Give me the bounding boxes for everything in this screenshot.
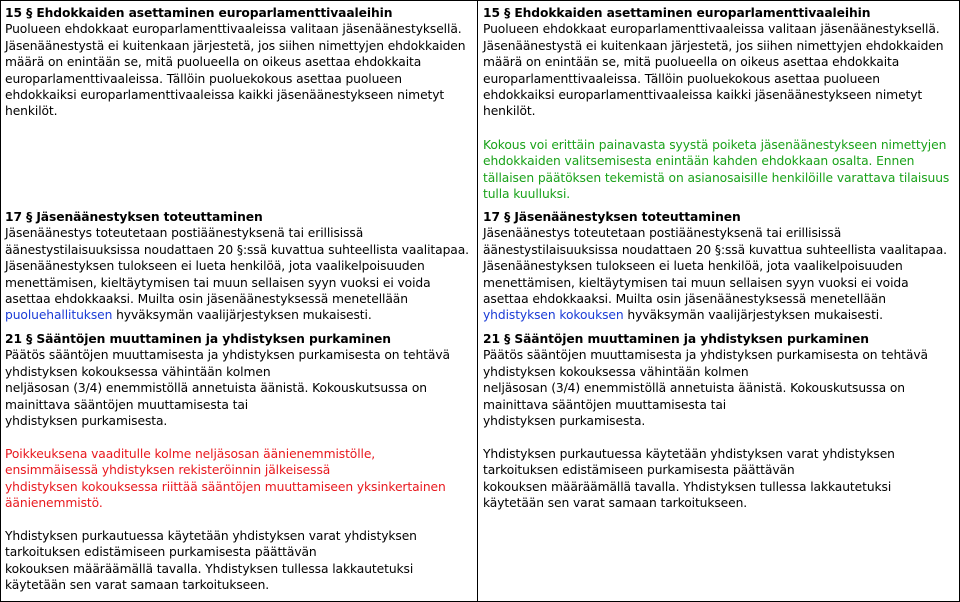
text-fragment: hyväksymän vaalijärjestyksen mukaisesti.: [112, 308, 372, 323]
text-line: Jäsenäänestyksen tulokseen ei lueta henkilöä, jota vaalikelpoisuuden: [483, 259, 903, 274]
text-line: Yhdistyksen purkautuessa käytetään yhdistyksen varat yhdistyksen: [483, 446, 895, 461]
text-line: Jäsenäänestys toteutetaan postiäänestyksenä tai erillisissä: [5, 226, 364, 241]
text-line: Jäsenäänestyksen tulokseen ei lueta henkilöä, jota vaalikelpoisuuden: [5, 259, 425, 274]
text-line: tarkoituksen edistämiseen purkamisesta päättävän: [483, 463, 795, 478]
text-line: neljäsosan (3/4) enemmistöllä annetuista äänistä. Kokouskutsussa on: [5, 381, 427, 396]
text-line: [5, 307, 473, 323]
text-line: [483, 307, 955, 323]
left-section-17: [5, 209, 473, 324]
text-line: tarkoituksen edistämiseen purkamisesta päättävän: [5, 545, 317, 560]
text-line: yhdistyksen purkamisesta.: [483, 414, 646, 429]
section-heading: 17 § Jäsenäänestyksen toteuttaminen: [5, 210, 263, 224]
text-line: menettämisen, kieltäytymisen tai muun sellaisen syyn vuoksi ei voida: [483, 275, 909, 290]
deleted-text-line: äänienemmistö.: [5, 496, 103, 511]
text-line: yhdistyksen kokouksessa vähintään kolmen: [5, 364, 271, 379]
text-line: Jäsenäänestystä ei kuitenkaan järjestetä, jos siihen nimettyjen ehdokkaiden: [5, 38, 466, 53]
text-line: käytetään sen varat samaan tarkoitukseen.: [483, 496, 748, 511]
text-line: henkilöt.: [483, 104, 536, 119]
text-fragment: hyväksymän vaalijärjestyksen mukaisesti.: [623, 308, 883, 323]
text-line: Jäsenäänestys toteutetaan postiäänestyksenä tai erillisissä: [483, 226, 842, 241]
text-line: asettaa ehdokkaaksi. Muilta osin jäsenäänestyksessä menetellään: [5, 292, 408, 307]
right-added-paragraph: [483, 137, 955, 203]
text-line: Jäsenäänestystä ei kuitenkaan järjestetä, jos siihen nimettyjen ehdokkaiden: [483, 38, 944, 53]
left-section-21: [5, 331, 473, 593]
text-line: europarlamenttivaaleissa. Tällöin puoluekokous asettaa puolueen: [483, 71, 880, 86]
highlighted-text: yhdistyksen kokouksen: [483, 308, 624, 323]
deleted-text-line: ensimmäisessä yhdistyksen rekisteröinnin jälkeisessä: [5, 463, 331, 478]
right-section-21: [483, 331, 955, 511]
text-line: käytetään sen varat samaan tarkoitukseen.: [5, 578, 270, 593]
deleted-text-line: yhdistyksen kokouksessa riittää sääntöjen muuttamiseen yksinkertainen: [5, 479, 446, 494]
text-line: äänestystilaisuuksissa noudattaen 20 §:ssä kuvattua suhteellista vaalitapaa.: [5, 242, 469, 257]
text-line: ehdokkaiksi europarlamenttivaaleissa kaikki jäsenäänestykseen nimetyt: [483, 88, 923, 103]
text-line: mainittava sääntöjen muuttamisesta tai: [483, 397, 727, 412]
text-line: asettaa ehdokkaaksi. Muilta osin jäsenäänestyksessä menetellään: [483, 292, 886, 307]
text-line: ehdokkaiksi europarlamenttivaaleissa kaikki jäsenäänestykseen nimetyt: [5, 88, 445, 103]
text-line: neljäsosan (3/4) enemmistöllä annetuista äänistä. Kokouskutsussa on: [483, 381, 905, 396]
added-text-line: tällaisen päätöksen tekemistä on asianosaisille henkilöille varattava tilaisuus: [483, 170, 950, 185]
section-heading: 21 § Sääntöjen muuttaminen ja yhdistyksen purkaminen: [5, 332, 391, 346]
text-line: yhdistyksen purkamisesta.: [5, 414, 168, 429]
column-divider: [477, 1, 478, 601]
text-line: Yhdistyksen purkautuessa käytetään yhdistyksen varat yhdistyksen: [5, 528, 417, 543]
right-section-17: [483, 209, 955, 324]
text-line: menettämisen, kieltäytymisen tai muun sellaisen syyn vuoksi ei voida: [5, 275, 431, 290]
section-heading: 21 § Sääntöjen muuttaminen ja yhdistyksen purkaminen: [483, 332, 869, 346]
deleted-text-line: Poikkeuksena vaaditulle kolme neljäsosan äänienemmistölle,: [5, 446, 376, 461]
text-line: europarlamenttivaaleissa. Tällöin puoluekokous asettaa puolueen: [5, 71, 402, 86]
text-line: mainittava sääntöjen muuttamisesta tai: [5, 397, 249, 412]
text-line: kokouksen määräämällä tavalla. Yhdistyksen tullessa lakkautetuksi: [483, 479, 892, 494]
text-line: yhdistyksen kokouksessa vähintään kolmen: [483, 364, 749, 379]
section-heading: 15 § Ehdokkaiden asettaminen europarlamenttivaaleihin: [5, 6, 393, 20]
text-line: määrä on enintään se, mitä puolueella on oikeus asettaa ehdokkaita: [483, 55, 900, 70]
right-section-15: [483, 5, 955, 120]
text-line: Päätös sääntöjen muuttamisesta ja yhdistyksen purkamisesta on tehtävä: [5, 348, 450, 363]
text-line: äänestystilaisuuksissa noudattaen 20 §:ssä kuvattua suhteellista vaalitapaa.: [483, 242, 947, 257]
section-heading: 17 § Jäsenäänestyksen toteuttaminen: [483, 210, 741, 224]
text-line: Puolueen ehdokkaat europarlamenttivaaleissa valitaan jäsenäänestyksellä.: [483, 22, 940, 37]
added-text-line: ehdokkaiden valitsemisesta enintään kahden ehdokkaan osalta. Ennen: [483, 154, 915, 169]
section-heading: 15 § Ehdokkaiden asettaminen europarlamenttivaaleihin: [483, 6, 871, 20]
text-line: Päätös sääntöjen muuttamisesta ja yhdistyksen purkamisesta on tehtävä: [483, 348, 928, 363]
text-line: määrä on enintään se, mitä puolueella on oikeus asettaa ehdokkaita: [5, 55, 422, 70]
text-line: Puolueen ehdokkaat europarlamenttivaaleissa valitaan jäsenäänestyksellä.: [5, 22, 462, 37]
text-line: henkilöt.: [5, 104, 58, 119]
highlighted-text: puoluehallituksen: [5, 308, 113, 323]
added-text-line: Kokous voi erittäin painavasta syystä poiketa jäsenäänestykseen nimettyjen: [483, 138, 947, 152]
added-text-line: tulla kuulluksi.: [483, 187, 571, 202]
left-section-15: [5, 5, 473, 120]
text-line: kokouksen määräämällä tavalla. Yhdistyksen tullessa lakkautetuksi: [5, 561, 414, 576]
